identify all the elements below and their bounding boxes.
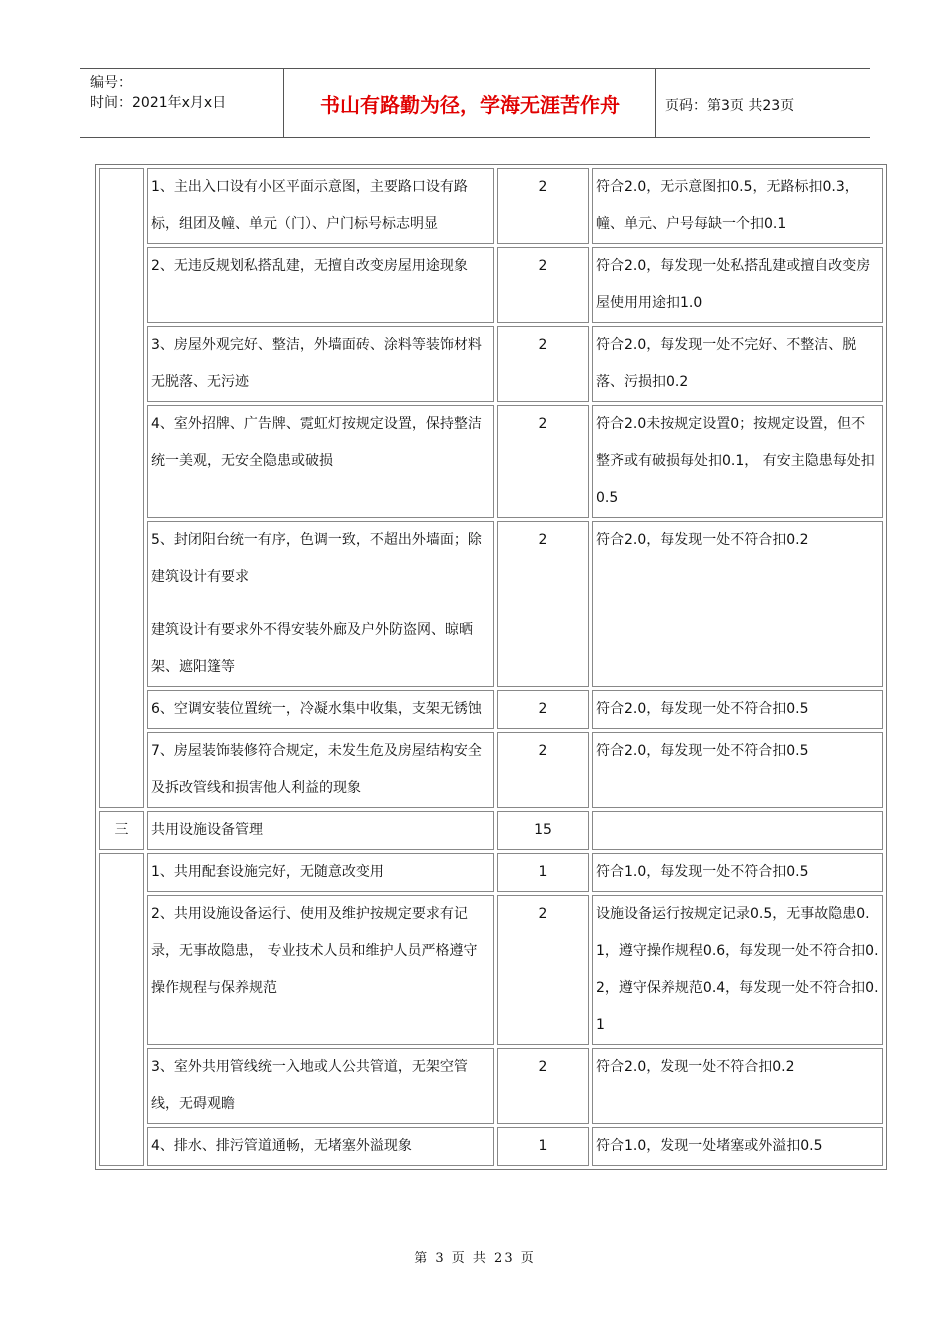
item-text: 1、主出入口设有小区平面示意图，主要路口设有路标，组团及幢、单元（门）、户门标号标志明显	[147, 168, 494, 244]
criteria: 符合2.0，每发现一处私搭乱建或擅自改变房屋使用用途扣1.0	[592, 247, 883, 323]
item-cell	[147, 521, 494, 687]
doc-date-label: 时间：2021年x月x日	[90, 95, 227, 111]
score: 2	[497, 168, 589, 244]
criteria: 符合2.0，发现一处不符合扣0.2	[592, 1048, 883, 1124]
table-row	[99, 168, 883, 244]
header-divider	[655, 69, 656, 137]
criteria: 符合2.0，每发现一处不符合扣0.5	[592, 690, 883, 729]
score: 2	[497, 1048, 589, 1124]
score: 1	[497, 853, 589, 892]
score: 2	[497, 247, 589, 323]
item-text: 4、排水、排污管道通畅，无堵塞外溢现象	[147, 1127, 494, 1166]
item-text: 5、封闭阳台统一有序，色调一致，不超出外墙面；除建筑设计有要求	[151, 532, 482, 585]
item-text-extra: 建筑设计有要求外不得安装外廊及户外防盗网、晾晒架、遮阳篷等	[151, 622, 473, 675]
score: 2	[497, 895, 589, 1045]
criteria: 符合2.0未按规定设置0；按规定设置，但不整齐或有破损每处扣0.1， 有安主隐患每处扣0.5	[592, 405, 883, 518]
item-text: 2、无违反规划私搭乱建，无擅自改变房屋用途现象	[147, 247, 494, 323]
table-row	[99, 521, 883, 687]
score: 2	[497, 690, 589, 729]
table-row	[99, 1048, 883, 1124]
section-title: 共用设施设备管理	[147, 811, 494, 850]
score: 2	[497, 405, 589, 518]
spacer	[151, 596, 490, 612]
score: 2	[497, 521, 589, 687]
criteria: 符合2.0，每发现一处不符合扣0.5	[592, 732, 883, 808]
score: 15	[497, 811, 589, 850]
criteria: 符合1.0，发现一处堵塞或外溢扣0.5	[592, 1127, 883, 1166]
table-row	[99, 853, 883, 892]
item-text: 6、空调安装位置统一，冷凝水集中收集，支架无锈蚀	[147, 690, 494, 729]
table-row-section	[99, 811, 883, 850]
header-divider	[283, 69, 284, 137]
score: 2	[497, 732, 589, 808]
criteria: 符合2.0，每发现一处不完好、不整洁、脱落、污损扣0.2	[592, 326, 883, 402]
header-meta	[90, 73, 285, 113]
score: 2	[497, 326, 589, 402]
table-row	[99, 247, 883, 323]
page-header	[80, 68, 870, 138]
inspection-table	[95, 164, 887, 1170]
table-row	[99, 326, 883, 402]
page-footer: 第 3 页 共 23 页	[414, 1251, 536, 1266]
criteria: 符合1.0，每发现一处不符合扣0.5	[592, 853, 883, 892]
header-page-info: 页码：第3页 共23页	[665, 98, 795, 114]
table-row	[99, 1127, 883, 1166]
table-row	[99, 732, 883, 808]
item-text: 7、房屋装饰装修符合规定，未发生危及房屋结构安全及拆改管线和损害他人利益的现象	[147, 732, 494, 808]
criteria: 符合2.0，每发现一处不符合扣0.2	[592, 521, 883, 687]
criteria	[592, 811, 883, 850]
doc-code-label: 编号：	[90, 75, 132, 91]
item-text: 3、室外共用管线统一入地或人公共管道，无架空管线，无碍观瞻	[147, 1048, 494, 1124]
criteria: 符合2.0，无示意图扣0.5，无路标扣0.3，幢、单元、户号每缺一个扣0.1	[592, 168, 883, 244]
item-text: 3、房屋外观完好、整洁，外墙面砖、涂料等装饰材料无脱落、无污迹	[147, 326, 494, 402]
section-number: 三	[99, 811, 144, 850]
table-row	[99, 895, 883, 1045]
criteria: 设施设备运行按规定记录0.5，无事故隐患0.1，遵守操作规程0.6，每发现一处不符合扣0.2，遵守保养规范0.4，每发现一处不符合扣0.1	[592, 895, 883, 1045]
table-row	[99, 405, 883, 518]
table-row	[99, 690, 883, 729]
score: 1	[497, 1127, 589, 1166]
header-motto: 书山有路勤为径，学海无涯苦作舟	[320, 92, 620, 117]
row-number	[99, 168, 144, 808]
item-text: 4、室外招牌、广告牌、霓虹灯按规定设置，保持整洁统一美观，无安全隐患或破损	[147, 405, 494, 518]
item-text: 1、共用配套设施完好，无随意改变用	[147, 853, 494, 892]
row-number	[99, 853, 144, 1166]
item-text: 2、共用设施设备运行、使用及维护按规定要求有记录，无事故隐患， 专业技术人员和维护人员严格遵守操作规程与保养规范	[147, 895, 494, 1045]
